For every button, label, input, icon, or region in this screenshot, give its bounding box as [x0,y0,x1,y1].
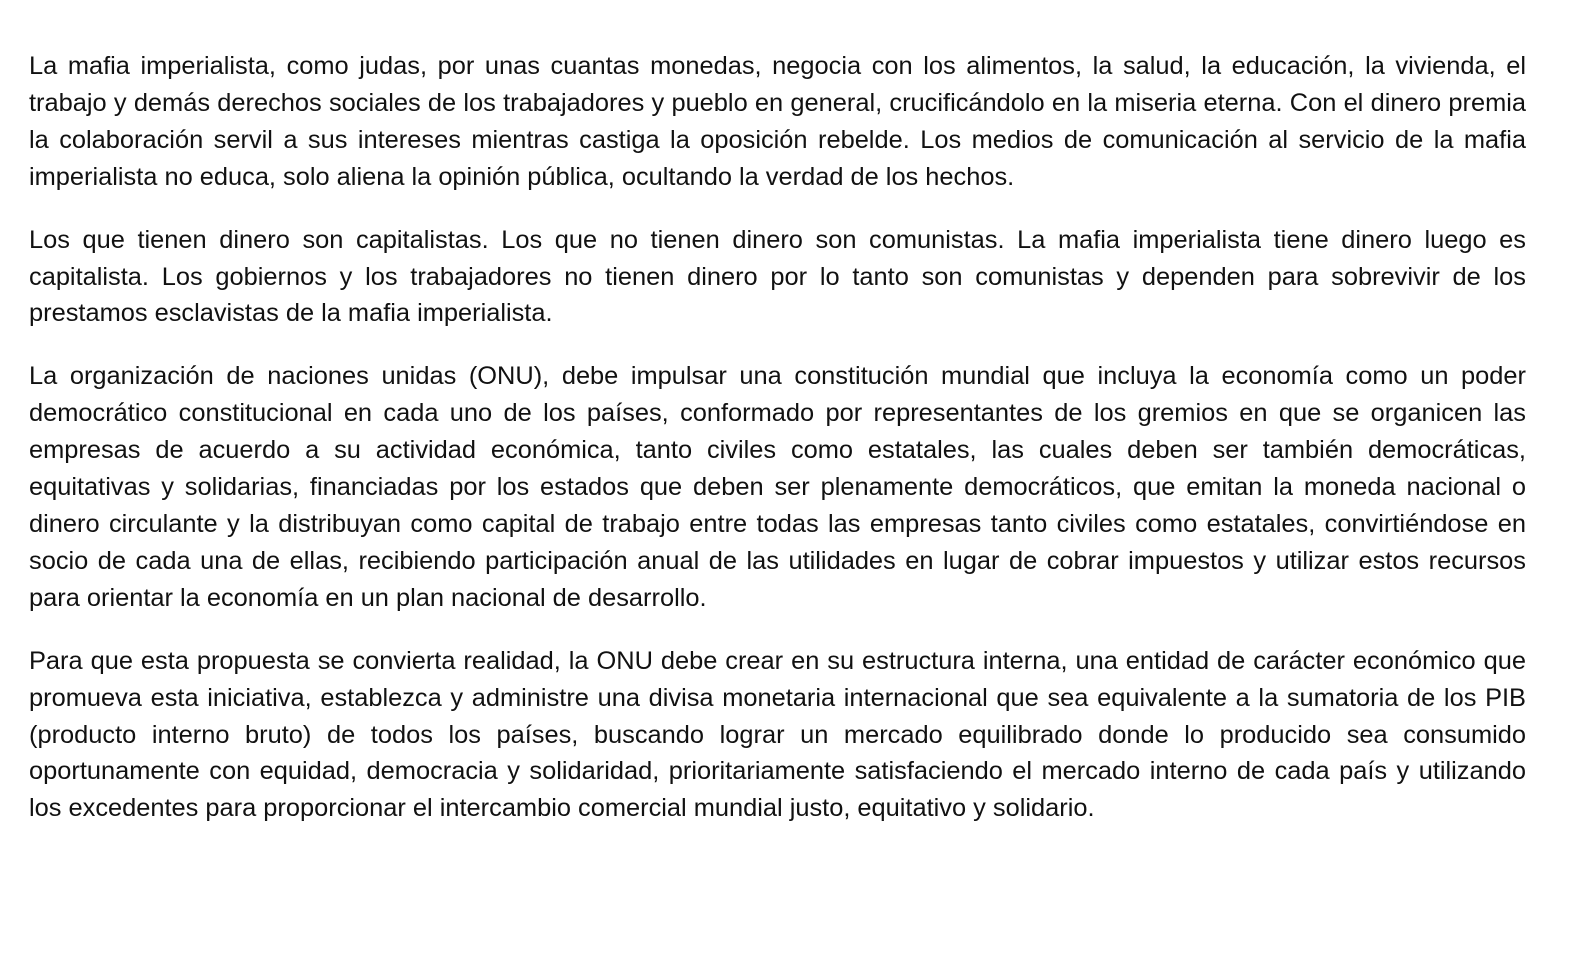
paragraph-onu-constitucion: La organización de naciones unidas (ONU), debe impulsar una constitución mundial que incluya la economía como un poder democrático constitucional en cada uno de los países, conformado por representantes de los gremios en que se organicen las empresas de acuerdo a su actividad económica, tanto civiles como estatales, las cuales deben ser también democráticas, equitativas y solidarias, financiadas por los estados que deben ser plenamente democráticos, que emitan la moneda nacional o dinero circulante y la distribuyan como capital de trabajo entre todas las empresas tanto civiles como estatales, convirtiéndose en socio de cada una de ellas, recibiendo participación anual de las utilidades en lugar de cobrar impuestos y utilizar estos recursos para orientar la economía en un plan nacional de desarrollo. [29,362,1526,612]
paragraph-propuesta-divisa: Para que esta propuesta se convierta realidad, la ONU debe crear en su estructura interna, una entidad de carácter económico que promueva esta iniciativa, establezca y administre una divisa monetaria internacional que sea equivalente a la sumatoria de los PIB (producto interno bruto) de todos los países, buscando lograr un mercado equilibrado donde lo producido sea consumido oportunamente con equidad, democracia y solidaridad, prioritariamente satisfaciendo el mercado interno de cada país y utilizando los excedentes para proporcionar el intercambio comercial mundial justo, equitativo y solidario. [29,646,1526,823]
paragraph-capitalistas-comunistas: Los que tienen dinero son capitalistas. Los que no tienen dinero son comunistas. La mafia imperialista tiene dinero luego es capitalista. Los gobiernos y los trabajadores no tienen dinero por lo tanto son comunistas y dependen para sobrevivir de los prestamos esclavistas de la mafia imperialista. [29,225,1526,328]
paragraph-mafia-imperialista: La mafia imperialista, como judas, por unas cuantas monedas, negocia con los alimentos, la salud, la educación, la vivienda, el trabajo y demás derechos sociales de los trabajadores y pueblo en general, crucificándolo en la miseria eterna. Con el dinero premia la colaboración servil a sus intereses mientras castiga la oposición rebelde. Los medios de comunicación al servicio de la mafia imperialista no educa, solo aliena la opinión pública, ocultando la verdad de los hechos. [29,52,1526,191]
document-page [29,48,1526,853]
